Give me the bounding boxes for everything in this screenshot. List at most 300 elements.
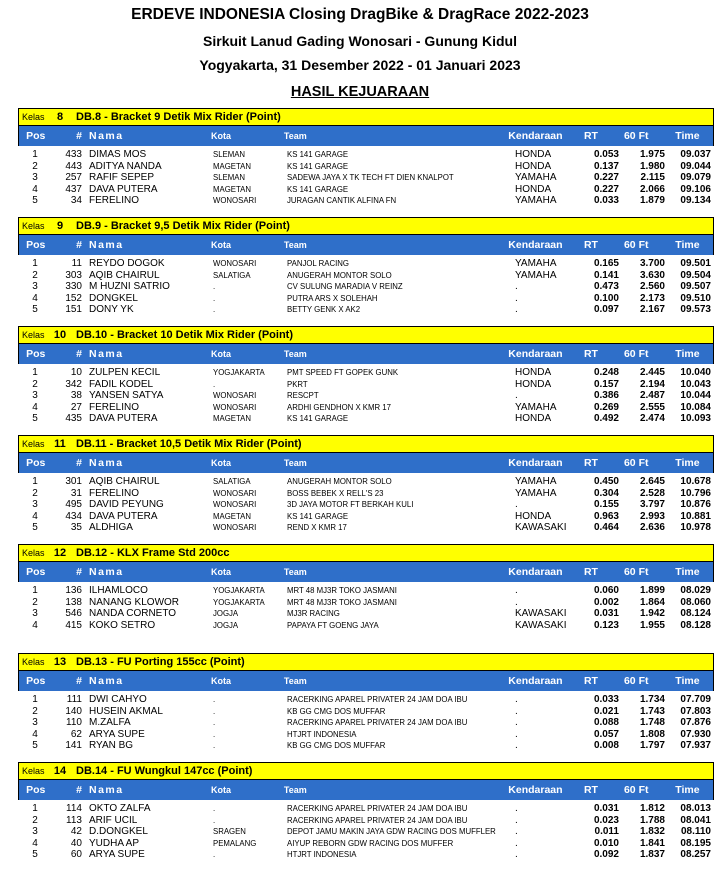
cell-time: 10.796 — [680, 487, 711, 499]
cell-rt: 0.227 — [593, 172, 619, 184]
cell-pos: 3 — [32, 826, 38, 838]
cell-rt: 0.248 — [593, 367, 619, 379]
cell-pos: 3 — [32, 390, 38, 402]
cell-team: AIYUP REBORN GDW RACING DOS MUFFER — [287, 838, 454, 848]
cell-nama: M HUZNI SATRIO — [89, 281, 170, 293]
table-row — [18, 270, 714, 282]
cell-kota: . — [213, 741, 216, 751]
cell-rt: 0.141 — [593, 269, 619, 281]
cell-no: 62 — [70, 728, 82, 740]
cell-pos: 2 — [32, 378, 38, 390]
kelas-number: 14 — [53, 765, 67, 777]
cell-kota: JOGJA — [213, 620, 239, 630]
cell-ft60: 2.066 — [639, 183, 665, 195]
cell-kota: WONOSARI — [213, 488, 257, 498]
cell-kota: SLEMAN — [213, 173, 246, 183]
table-row — [18, 815, 714, 827]
table-row — [18, 849, 714, 861]
cell-pos: 1 — [32, 585, 38, 597]
result-section — [18, 435, 714, 544]
cell-time: 09.504 — [680, 269, 711, 281]
table-row — [18, 729, 714, 741]
cell-no: 301 — [65, 476, 82, 488]
cell-kota: . — [213, 379, 216, 389]
cell-pos: 5 — [32, 304, 38, 316]
result-rows — [18, 364, 714, 425]
cell-no: 38 — [70, 390, 82, 402]
table-row — [18, 522, 714, 534]
table-row — [18, 803, 714, 815]
cell-no: 35 — [70, 522, 82, 534]
cell-nama: HUSEIN AKMAL — [89, 705, 163, 717]
cell-nama: DWI CAHYO — [89, 694, 147, 706]
cell-nama: ADITYA NANDA — [89, 160, 162, 172]
cell-rt: 0.165 — [593, 258, 619, 270]
table-row — [18, 161, 714, 173]
cell-ft60: 1.837 — [639, 849, 665, 861]
column-header-pos: Pos — [26, 675, 46, 687]
cell-ft60: 2.993 — [639, 510, 665, 522]
kelas-name: DB.14 - FU Wungkul 147cc (Point) — [76, 765, 253, 777]
cell-kota: WONOSARI — [213, 196, 257, 206]
kelas-label: Kelas — [22, 548, 45, 558]
cell-ft60: 2.645 — [639, 476, 665, 488]
cell-no: 60 — [70, 849, 82, 861]
cell-kota: . — [213, 695, 216, 705]
cell-team: ARDHI GENDHON X KMR 17 — [287, 402, 391, 412]
cell-pos: 4 — [32, 401, 38, 413]
kelas-header — [18, 217, 714, 235]
cell-kendaraan: HONDA — [515, 160, 552, 172]
cell-kendaraan: HONDA — [515, 378, 552, 390]
cell-rt: 0.031 — [593, 608, 619, 620]
kelas-name: DB.10 - Bracket 10 Detik Mix Rider (Point) — [76, 329, 294, 341]
cell-time: 09.501 — [680, 258, 711, 270]
cell-nama: ARYA SUPE — [89, 849, 145, 861]
cell-nama: FERELINO — [89, 401, 140, 413]
cell-kendaraan: YAMAHA — [515, 269, 557, 281]
cell-nama: AQIB CHAIRUL — [89, 476, 160, 488]
cell-ft60: 2.167 — [639, 304, 665, 316]
cell-no: 111 — [66, 694, 82, 706]
cell-kendaraan: YAMAHA — [515, 258, 557, 270]
cell-team: KS 141 GARAGE — [287, 150, 349, 160]
cell-no: 303 — [65, 269, 82, 281]
cell-rt: 0.053 — [593, 149, 619, 161]
result-section — [18, 544, 714, 653]
cell-kota: . — [213, 305, 216, 315]
cell-pos: 3 — [32, 281, 38, 293]
column-header-team: Team — [283, 240, 307, 250]
cell-pos: 3 — [32, 499, 38, 511]
cell-pos: 5 — [32, 740, 38, 752]
cell-kendaraan: . — [515, 814, 518, 826]
cell-no: 110 — [66, 717, 82, 729]
column-header-team: Team — [283, 131, 307, 141]
cell-no: 140 — [65, 705, 82, 717]
table-row — [18, 608, 714, 620]
cell-ft60: 1.899 — [639, 585, 665, 597]
cell-kendaraan: . — [515, 803, 518, 815]
table-row — [18, 367, 714, 379]
column-header-no: # — [76, 457, 82, 469]
cell-nama: FERELINO — [89, 487, 140, 499]
kelas-label: Kelas — [22, 330, 45, 340]
cell-ft60: 1.797 — [639, 740, 665, 752]
cell-rt: 0.088 — [593, 717, 619, 729]
cell-time: 08.060 — [680, 596, 711, 608]
cell-kota: . — [213, 293, 216, 303]
cell-pos: 1 — [32, 258, 38, 270]
cell-time: 10.043 — [680, 378, 711, 390]
cell-pos: 2 — [32, 596, 38, 608]
cell-kendaraan: . — [515, 499, 518, 511]
table-row — [18, 304, 714, 316]
cell-nama: DIMAS MOS — [89, 149, 147, 161]
table-row — [18, 390, 714, 402]
cell-no: 546 — [65, 608, 82, 620]
cell-nama: DAVA PUTERA — [89, 413, 158, 425]
column-header-kendaraan: Kendaraan — [508, 566, 563, 578]
cell-nama: DAVA PUTERA — [89, 183, 158, 195]
cell-time: 10.093 — [680, 413, 711, 425]
cell-time: 08.257 — [680, 849, 711, 861]
cell-nama: RAFIF SEPEP — [89, 172, 155, 184]
cell-no: 141 — [65, 740, 82, 752]
cell-nama: AQIB CHAIRUL — [89, 269, 160, 281]
cell-pos: 4 — [32, 292, 38, 304]
cell-rt: 0.021 — [593, 705, 619, 717]
cell-nama: M.ZALFA — [89, 717, 131, 729]
result-section — [18, 762, 714, 871]
cell-pos: 1 — [32, 694, 38, 706]
column-header-kota: Kota — [211, 676, 232, 686]
cell-kota: WONOSARI — [213, 402, 257, 412]
cell-team: RACERKING APAREL PRIVATER 24 JAM DOA IBU — [287, 804, 468, 814]
kelas-label: Kelas — [22, 439, 45, 449]
cell-time: 07.930 — [680, 728, 711, 740]
column-header-nama: Nama — [89, 784, 124, 796]
column-header-ft60: 60 Ft — [623, 130, 649, 142]
cell-kota: WONOSARI — [213, 391, 257, 401]
table-row — [18, 184, 714, 196]
cell-kendaraan: . — [515, 728, 518, 740]
cell-ft60: 2.445 — [639, 367, 665, 379]
cell-team: KB GG CMG DOS MUFFAR — [287, 706, 386, 716]
table-row — [18, 293, 714, 305]
cell-nama: ARIF UCIL — [89, 814, 138, 826]
cell-time: 10.040 — [680, 367, 711, 379]
column-header-team: Team — [283, 567, 307, 577]
cell-rt: 0.023 — [593, 814, 619, 826]
cell-pos: 5 — [32, 522, 38, 534]
cell-no: 257 — [65, 172, 82, 184]
column-header-no: # — [76, 784, 82, 796]
column-header-time: Time — [675, 457, 700, 469]
cell-ft60: 1.879 — [639, 195, 665, 207]
cell-pos: 3 — [32, 608, 38, 620]
cell-rt: 0.269 — [593, 401, 619, 413]
cell-kendaraan: . — [515, 849, 518, 861]
column-header-kendaraan: Kendaraan — [508, 457, 563, 469]
cell-pos: 1 — [32, 476, 38, 488]
column-header-team: Team — [283, 785, 307, 795]
cell-rt: 0.033 — [593, 694, 619, 706]
cell-kota: MAGETAN — [213, 414, 251, 424]
cell-kendaraan: HONDA — [515, 413, 552, 425]
column-header-kota: Kota — [211, 458, 232, 468]
cell-kendaraan: HONDA — [515, 183, 552, 195]
column-header-rt: RT — [583, 457, 598, 469]
cell-no: 10 — [70, 367, 82, 379]
table-row — [18, 620, 714, 632]
cell-nama: FADIL KODEL — [89, 378, 154, 390]
cell-pos: 5 — [32, 195, 38, 207]
cell-pos: 2 — [32, 160, 38, 172]
cell-no: 42 — [70, 826, 82, 838]
cell-team: KB GG CMG DOS MUFFAR — [287, 741, 386, 751]
result-section — [18, 326, 714, 435]
cell-team: PANJOL RACING — [287, 259, 349, 269]
cell-kota: . — [213, 729, 216, 739]
column-header-kendaraan: Kendaraan — [508, 130, 563, 142]
cell-kendaraan: YAMAHA — [515, 195, 557, 207]
cell-pos: 4 — [32, 728, 38, 740]
cell-kota: WONOSARI — [213, 523, 257, 533]
column-header-row — [18, 453, 714, 473]
column-header-time: Time — [675, 675, 700, 687]
column-header-pos: Pos — [26, 130, 46, 142]
cell-rt: 0.157 — [593, 378, 619, 390]
cell-rt: 0.002 — [593, 596, 619, 608]
cell-kota: MAGETAN — [213, 184, 251, 194]
cell-ft60: 3.700 — [639, 258, 665, 270]
column-header-no: # — [76, 566, 82, 578]
cell-nama: NANDA CORNETO — [89, 608, 177, 620]
result-section — [18, 653, 714, 762]
cell-kendaraan: YAMAHA — [515, 476, 557, 488]
cell-no: 434 — [65, 510, 82, 522]
cell-rt: 0.137 — [593, 160, 619, 172]
cell-pos: 2 — [32, 269, 38, 281]
cell-kendaraan: . — [515, 585, 518, 597]
kelas-label: Kelas — [22, 112, 45, 122]
column-header-nama: Nama — [89, 457, 124, 469]
cell-time: 08.041 — [680, 814, 711, 826]
cell-time: 09.106 — [680, 183, 711, 195]
cell-team: KS 141 GARAGE — [287, 161, 349, 171]
cell-rt: 0.060 — [593, 585, 619, 597]
cell-no: 34 — [70, 195, 82, 207]
column-header-rt: RT — [583, 566, 598, 578]
cell-team: RACERKING APAREL PRIVATER 24 JAM DOA IBU — [287, 718, 468, 728]
cell-kendaraan: . — [515, 705, 518, 717]
column-header-kota: Kota — [211, 785, 232, 795]
kelas-number: 12 — [53, 547, 67, 559]
cell-time: 10.678 — [680, 476, 711, 488]
cell-rt: 0.010 — [593, 837, 619, 849]
cell-pos: 4 — [32, 183, 38, 195]
cell-team: MRT 48 MJ3R TOKO JASMANI — [287, 586, 397, 596]
cell-kota: YOGJAKARTA — [213, 597, 265, 607]
column-header-kendaraan: Kendaraan — [508, 239, 563, 251]
cell-time: 08.013 — [680, 803, 711, 815]
kelas-name: DB.12 - KLX Frame Std 200cc — [76, 547, 230, 559]
column-header-kota: Kota — [211, 131, 232, 141]
cell-ft60: 3.630 — [639, 269, 665, 281]
column-header-time: Time — [675, 566, 700, 578]
results-sections — [18, 108, 714, 871]
cell-time: 10.044 — [680, 390, 711, 402]
cell-no: 138 — [65, 596, 82, 608]
cell-no: 435 — [65, 413, 82, 425]
cell-pos: 3 — [32, 717, 38, 729]
column-header-nama: Nama — [89, 675, 124, 687]
cell-team: CV SULUNG MARADIA V REINZ — [287, 282, 403, 292]
cell-kota: YOGJAKARTA — [213, 586, 265, 596]
cell-kendaraan: . — [515, 596, 518, 608]
cell-kota: MAGETAN — [213, 161, 251, 171]
column-header-kota: Kota — [211, 240, 232, 250]
cell-time: 07.709 — [680, 694, 711, 706]
column-header-row — [18, 344, 714, 364]
cell-kota: WONOSARI — [213, 259, 257, 269]
kelas-header — [18, 762, 714, 780]
cell-nama: DAVA PUTERA — [89, 510, 158, 522]
cell-time: 09.079 — [680, 172, 711, 184]
date-line: Yogyakarta, 31 Desember 2022 - 01 Januari 2023 — [199, 57, 521, 73]
cell-nama: ILHAMLOCO — [89, 585, 148, 597]
event-title: ERDEVE INDONESIA Closing DragBike & DragRace 2022-2023 — [131, 6, 589, 23]
column-header-time: Time — [675, 239, 700, 251]
cell-nama: D.DONGKEL — [89, 826, 148, 838]
column-header-row — [18, 562, 714, 582]
kelas-name: DB.9 - Bracket 9,5 Detik Mix Rider (Point) — [76, 220, 290, 232]
cell-rt: 0.227 — [593, 183, 619, 195]
table-row — [18, 195, 714, 207]
cell-kota: SLEMAN — [213, 150, 246, 160]
cell-kendaraan: KAWASAKI — [515, 619, 567, 631]
table-row — [18, 826, 714, 838]
cell-pos: 2 — [32, 705, 38, 717]
kelas-label: Kelas — [22, 766, 45, 776]
cell-time: 10.978 — [680, 522, 711, 534]
cell-nama: DONGKEL — [89, 292, 138, 304]
cell-ft60: 1.748 — [639, 717, 665, 729]
column-header-time: Time — [675, 130, 700, 142]
cell-nama: ZULPEN KECIL — [89, 367, 161, 379]
kelas-label: Kelas — [22, 221, 45, 231]
column-header-time: Time — [675, 784, 700, 796]
column-header-no: # — [76, 675, 82, 687]
result-rows — [18, 691, 714, 752]
cell-nama: RYAN BG — [89, 740, 134, 752]
column-header-ft60: 60 Ft — [623, 348, 649, 360]
cell-ft60: 2.528 — [639, 487, 665, 499]
cell-ft60: 2.636 — [639, 522, 665, 534]
column-header-rt: RT — [583, 239, 598, 251]
cell-ft60: 1.734 — [639, 694, 665, 706]
cell-kendaraan: YAMAHA — [515, 487, 557, 499]
result-rows — [18, 473, 714, 534]
cell-pos: 1 — [32, 367, 38, 379]
table-row — [18, 717, 714, 729]
cell-time: 08.110 — [680, 826, 711, 838]
cell-no: 415 — [65, 619, 82, 631]
cell-ft60: 1.864 — [639, 596, 665, 608]
cell-nama: ARYA SUPE — [89, 728, 145, 740]
cell-kota: YOGJAKARTA — [213, 368, 265, 378]
kelas-header — [18, 108, 714, 126]
cell-time: 08.128 — [680, 619, 711, 631]
cell-rt: 0.123 — [593, 619, 619, 631]
column-header-kota: Kota — [211, 349, 232, 359]
cell-team: KS 141 GARAGE — [287, 184, 349, 194]
kelas-number: 9 — [56, 220, 64, 232]
venue-line: Sirkuit Lanud Gading Wonosari - Gunung Kidul — [203, 33, 517, 49]
cell-nama: YUDHA AP — [89, 837, 140, 849]
column-header-ft60: 60 Ft — [623, 457, 649, 469]
cell-kota: SALATIGA — [213, 270, 251, 280]
cell-kota: . — [213, 804, 216, 814]
cell-kota: PEMALANG — [213, 838, 257, 848]
table-row — [18, 838, 714, 850]
column-header-kendaraan: Kendaraan — [508, 348, 563, 360]
cell-no: 330 — [65, 281, 82, 293]
column-header-nama: Nama — [89, 239, 124, 251]
cell-kota: . — [213, 815, 216, 825]
cell-nama: REYDO DOGOK — [89, 258, 165, 270]
result-section — [18, 108, 714, 217]
cell-ft60: 2.173 — [639, 292, 665, 304]
cell-rt: 0.386 — [593, 390, 619, 402]
cell-ft60: 1.841 — [639, 837, 665, 849]
table-row — [18, 476, 714, 488]
results-title: HASIL KEJUARAAN — [290, 84, 430, 100]
cell-time: 10.084 — [680, 401, 711, 413]
table-row — [18, 740, 714, 752]
cell-kota: . — [213, 850, 216, 860]
cell-time: 09.507 — [680, 281, 711, 293]
column-header-ft60: 60 Ft — [623, 675, 649, 687]
cell-kendaraan: HONDA — [515, 510, 552, 522]
kelas-header — [18, 326, 714, 344]
cell-team: MJ3R RACING — [287, 609, 340, 619]
cell-ft60: 2.194 — [639, 378, 665, 390]
cell-kendaraan: . — [515, 740, 518, 752]
table-row — [18, 379, 714, 391]
cell-pos: 4 — [32, 510, 38, 522]
column-header-team: Team — [283, 676, 307, 686]
cell-ft60: 2.555 — [639, 401, 665, 413]
column-header-kota: Kota — [211, 567, 232, 577]
cell-no: 152 — [65, 292, 82, 304]
kelas-number: 10 — [53, 329, 67, 341]
cell-team: PMT SPEED FT GOPEK GUNK — [287, 368, 399, 378]
cell-team: DEPOT JAMU MAKIN JAYA GDW RACING DOS MUFFLER — [287, 827, 496, 837]
cell-time: 08.124 — [680, 608, 711, 620]
cell-time: 07.876 — [680, 717, 711, 729]
cell-rt: 0.097 — [593, 304, 619, 316]
cell-no: 113 — [66, 814, 82, 826]
cell-nama: DONY YK — [89, 304, 134, 316]
cell-team: HTJRT INDONESIA — [287, 729, 357, 739]
result-rows — [18, 146, 714, 207]
cell-kota: WONOSARI — [213, 500, 257, 510]
cell-team: RESCPT — [287, 391, 319, 401]
column-header-no: # — [76, 348, 82, 360]
cell-team: HTJRT INDONESIA — [287, 850, 357, 860]
